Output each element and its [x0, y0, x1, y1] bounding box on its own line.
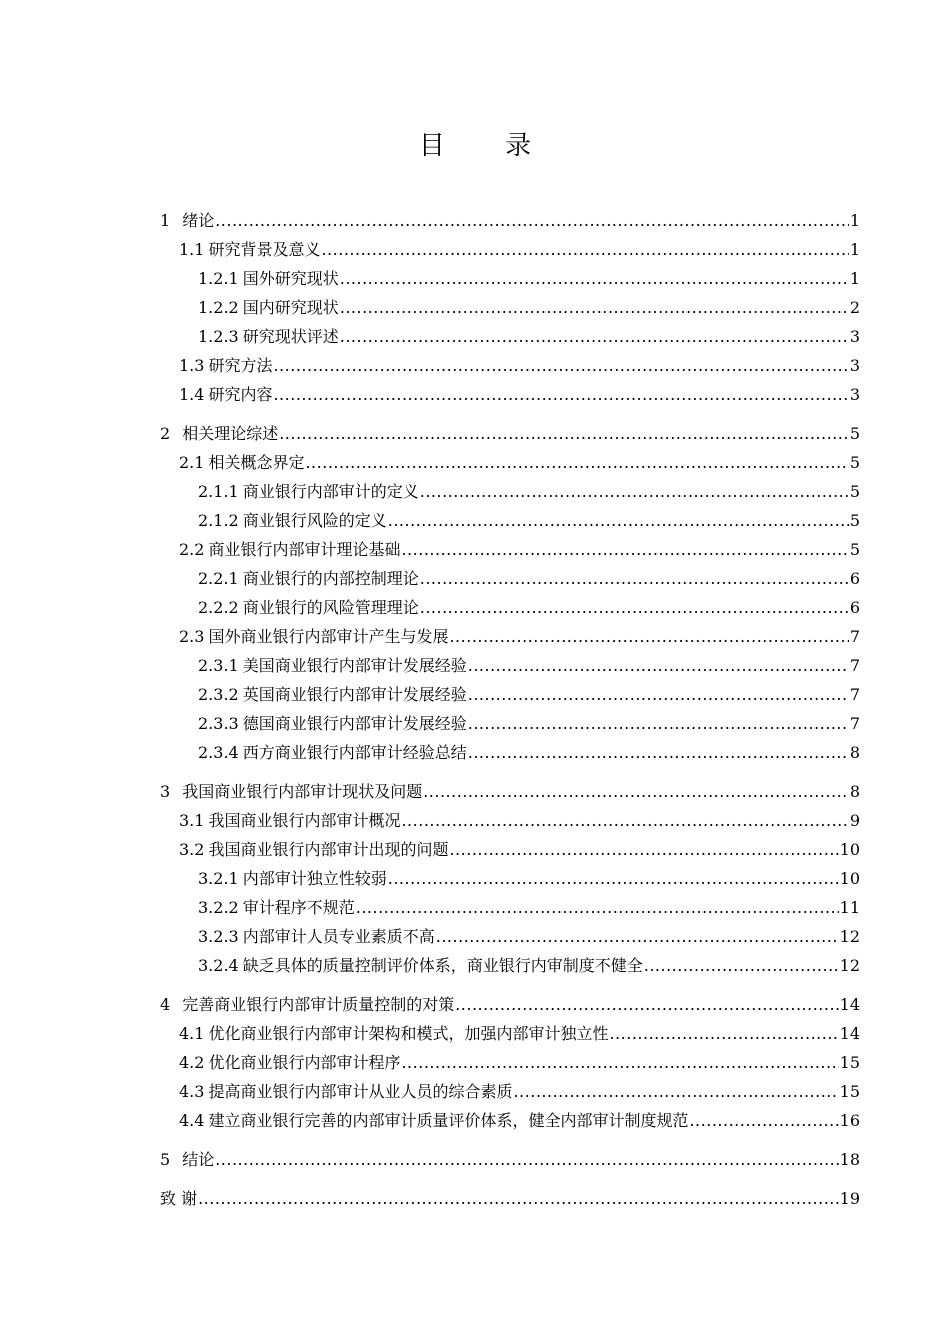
toc-entry-number: 1.1: [179, 240, 205, 259]
toc-entry-page: 8: [849, 782, 860, 801]
toc-entry-label: 我国商业银行内部审计概况: [208, 811, 401, 830]
toc-entry-page: 1: [849, 240, 860, 259]
dot-leader: [340, 264, 849, 293]
toc-entry-label: 提高商业银行内部审计从业人员的综合素质: [208, 1082, 513, 1101]
toc-entry-page: 15: [839, 1082, 860, 1101]
toc-entry-number: 1.3: [179, 356, 205, 375]
toc-entry-page: 18: [839, 1150, 860, 1169]
toc-entry-page: 5: [849, 453, 860, 472]
toc-entry-number: 2.1: [179, 453, 205, 472]
toc-entry-3-2-1[interactable]: [160, 864, 860, 893]
toc-entry-label: 商业银行的内部控制理论: [242, 569, 419, 588]
toc-entry-page: 7: [849, 685, 860, 704]
toc-entry-page: 6: [849, 598, 860, 617]
toc-entry-page: 12: [839, 927, 860, 946]
toc-entry-number: 1.4: [179, 385, 205, 404]
toc-entry-label: 致 谢: [160, 1189, 198, 1208]
toc-entry-label: 我国商业银行内部审计出现的问题: [208, 840, 449, 859]
toc-entry-4-3[interactable]: [160, 1077, 860, 1106]
dot-leader: [513, 1077, 838, 1106]
toc-entry-3-2-4[interactable]: [160, 951, 860, 980]
toc-entry-number: 1.2.3: [198, 327, 239, 346]
toc-entry-number: 2: [160, 424, 171, 443]
dot-leader: [279, 419, 849, 448]
toc-entry-1-3[interactable]: [160, 351, 860, 380]
toc-entry-number: 2.1.2: [198, 511, 239, 530]
toc-entry-1[interactable]: [160, 206, 860, 235]
toc-entry-page: 7: [849, 656, 860, 675]
toc-entry-number: 5: [160, 1150, 171, 1169]
toc-entry-4-1[interactable]: [160, 1019, 860, 1048]
toc-entry-label: 研究方法: [208, 356, 273, 375]
toc-entry-label: 内部审计独立性较弱: [242, 869, 387, 888]
toc-entry-page: 19: [839, 1189, 860, 1208]
toc-entry-3-2-3[interactable]: [160, 922, 860, 951]
toc-entry-page: 10: [839, 840, 860, 859]
dot-leader: [305, 448, 848, 477]
toc-entry-3-2[interactable]: [160, 835, 860, 864]
toc-entry-label: 西方商业银行内部审计经验总结: [242, 743, 467, 762]
toc-entry-page: 7: [849, 714, 860, 733]
toc-entry-label: 优化商业银行内部审计架构和模式，加强内部审计独立性: [208, 1024, 609, 1043]
dot-leader: [356, 893, 839, 922]
dot-leader: [388, 506, 849, 535]
toc-entry-number: 2.3.4: [198, 743, 239, 762]
toc-entry-page: 2: [849, 298, 860, 317]
toc-entry-1-2-3[interactable]: [160, 322, 860, 351]
toc-entry-1-2-2[interactable]: [160, 293, 860, 322]
toc-entry-1-1[interactable]: [160, 235, 860, 264]
toc-entry-page: 14: [839, 1024, 860, 1043]
toc-entry-page: 6: [849, 569, 860, 588]
toc-entry-2[interactable]: [160, 419, 860, 448]
toc-entry-page: 5: [849, 482, 860, 501]
toc-entry-label: 商业银行的风险管理理论: [242, 598, 419, 617]
toc-entry-page: 12: [839, 956, 860, 975]
dot-leader: [468, 651, 849, 680]
dot-leader: [215, 206, 849, 235]
toc-entry-3[interactable]: [160, 777, 860, 806]
toc-entry-number: 2.3.2: [198, 685, 239, 704]
toc-entry-number: 3.2.1: [198, 869, 239, 888]
dot-leader: [468, 709, 849, 738]
toc-entry-page: 5: [849, 511, 860, 530]
toc-entry-number: 4.2: [179, 1053, 205, 1072]
toc-entry-2-1-1[interactable]: [160, 477, 860, 506]
toc-entry-label: 研究内容: [208, 385, 273, 404]
toc-entry-number: 3.1: [179, 811, 205, 830]
toc-entry-page: 3: [849, 385, 860, 404]
toc-entry-label: 相关理论综述: [182, 424, 279, 443]
toc-entry-acknowledgements[interactable]: [160, 1184, 860, 1213]
toc-entry-label: 结论: [182, 1150, 215, 1169]
dot-leader: [455, 990, 838, 1019]
toc-entry-number: 2.2.2: [198, 598, 239, 617]
toc-entry-number: 4.3: [179, 1082, 205, 1101]
toc-entry-label: 美国商业银行内部审计发展经验: [242, 656, 467, 675]
toc-entry-3-1[interactable]: [160, 806, 860, 835]
toc-entry-page: 9: [849, 811, 860, 830]
toc-entry-label: 审计程序不规范: [242, 898, 355, 917]
dot-leader: [215, 1145, 838, 1174]
toc-entry-number: 3.2.3: [198, 927, 239, 946]
toc-entry-number: 2.3.3: [198, 714, 239, 733]
page-title: 目 录: [418, 131, 558, 161]
toc-entry-page: 1: [849, 211, 860, 230]
toc-entry-3-2-2[interactable]: [160, 893, 860, 922]
dot-leader: [436, 922, 839, 951]
toc-entry-2-1-2[interactable]: [160, 506, 860, 535]
toc-entry-label: 国外研究现状: [242, 269, 339, 288]
dot-leader: [449, 622, 848, 651]
toc-entry-label: 研究背景及意义: [208, 240, 321, 259]
dot-leader: [321, 235, 848, 264]
toc-entry-label: 国外商业银行内部审计产生与发展: [208, 627, 449, 646]
toc-entry-page: 5: [849, 540, 860, 559]
toc-entry-number: 4: [160, 995, 171, 1014]
dot-leader: [401, 1048, 838, 1077]
toc-entry-number: 4.4: [179, 1111, 205, 1130]
dot-leader: [273, 351, 848, 380]
toc-entry-number: 2.1.1: [198, 482, 239, 501]
toc-entry-4-4[interactable]: [160, 1106, 860, 1135]
dot-leader: [273, 380, 848, 409]
dot-leader: [401, 806, 848, 835]
toc-entry-2-2-2[interactable]: [160, 593, 860, 622]
toc-entry-label: 优化商业银行内部审计程序: [208, 1053, 401, 1072]
dot-leader: [340, 322, 849, 351]
toc-entry-page: 7: [849, 627, 860, 646]
dot-leader: [420, 477, 849, 506]
toc-entry-number: 2.3.1: [198, 656, 239, 675]
toc-entry-page: 3: [849, 356, 860, 375]
toc-entry-label: 内部审计人员专业素质不高: [242, 927, 435, 946]
toc-entry-2-2[interactable]: [160, 535, 860, 564]
dot-leader: [468, 738, 849, 767]
toc-entry-number: 1: [160, 211, 171, 230]
toc-entry-2-3-3[interactable]: [160, 709, 860, 738]
toc-entry-label: 相关概念界定: [208, 453, 305, 472]
toc-entry-4[interactable]: [160, 990, 860, 1019]
toc-entry-number: 3.2.4: [198, 956, 239, 975]
toc-entry-2-3-4[interactable]: [160, 738, 860, 767]
toc-entry-2-3-1[interactable]: [160, 651, 860, 680]
toc-entry-number: 3.2.2: [198, 898, 239, 917]
toc-entry-label: 国内研究现状: [242, 298, 339, 317]
toc-entry-label: 建立商业银行完善的内部审计质量评价体系，健全内部审计制度规范: [208, 1111, 689, 1130]
toc-entry-label: 英国商业银行内部审计发展经验: [242, 685, 467, 704]
toc-entry-2-3-2[interactable]: [160, 680, 860, 709]
dot-leader: [644, 951, 839, 980]
toc-entry-label: 德国商业银行内部审计发展经验: [242, 714, 467, 733]
toc-entry-2-3[interactable]: [160, 622, 860, 651]
toc-entry-page: 10: [839, 869, 860, 888]
dot-leader: [420, 564, 849, 593]
toc-entry-1-4[interactable]: [160, 380, 860, 409]
toc-entry-page: 15: [839, 1053, 860, 1072]
toc-entry-number: 3: [160, 782, 171, 801]
toc-entry-number: 1.2.1: [198, 269, 239, 288]
dot-leader: [468, 680, 849, 709]
dot-leader: [609, 1019, 838, 1048]
toc-entry-label: 研究现状评述: [242, 327, 339, 346]
toc-entry-label: 商业银行风险的定义: [242, 511, 387, 530]
dot-leader: [340, 293, 849, 322]
dot-leader: [420, 593, 849, 622]
toc-entry-label: 绪论: [182, 211, 215, 230]
toc-entry-page: 16: [839, 1111, 860, 1130]
toc-entry-label: 商业银行内部审计的定义: [242, 482, 419, 501]
toc-entry-number: 4.1: [179, 1024, 205, 1043]
dot-leader: [689, 1106, 838, 1135]
toc-entry-page: 5: [849, 424, 860, 443]
toc-entry-number: 2.2.1: [198, 569, 239, 588]
dot-leader: [198, 1184, 839, 1213]
toc-entry-page: 14: [839, 995, 860, 1014]
toc-entry-number: 2.2: [179, 540, 205, 559]
dot-leader: [449, 835, 838, 864]
toc-entry-1-2-1[interactable]: [160, 264, 860, 293]
toc-entry-number: 2.3: [179, 627, 205, 646]
dot-leader: [388, 864, 839, 893]
toc-entry-2-1[interactable]: [160, 448, 860, 477]
toc-entry-label: 我国商业银行内部审计现状及问题: [182, 782, 423, 801]
toc-entry-number: 3.2: [179, 840, 205, 859]
toc-entry-label: 完善商业银行内部审计质量控制的对策: [182, 995, 455, 1014]
toc-entry-page: 3: [849, 327, 860, 346]
toc-entry-page: 1: [849, 269, 860, 288]
toc-entry-2-2-1[interactable]: [160, 564, 860, 593]
toc-entry-page: 8: [849, 743, 860, 762]
toc-entry-label: 缺乏具体的质量控制评价体系，商业银行内审制度不健全: [242, 956, 643, 975]
dot-leader: [423, 777, 849, 806]
toc-entry-5[interactable]: [160, 1145, 860, 1174]
dot-leader: [401, 535, 848, 564]
toc-entry-page: 11: [839, 898, 860, 917]
toc-entry-4-2[interactable]: [160, 1048, 860, 1077]
toc-entry-number: 1.2.2: [198, 298, 239, 317]
toc-entry-label: 商业银行内部审计理论基础: [208, 540, 401, 559]
table-of-contents: [160, 206, 860, 1213]
